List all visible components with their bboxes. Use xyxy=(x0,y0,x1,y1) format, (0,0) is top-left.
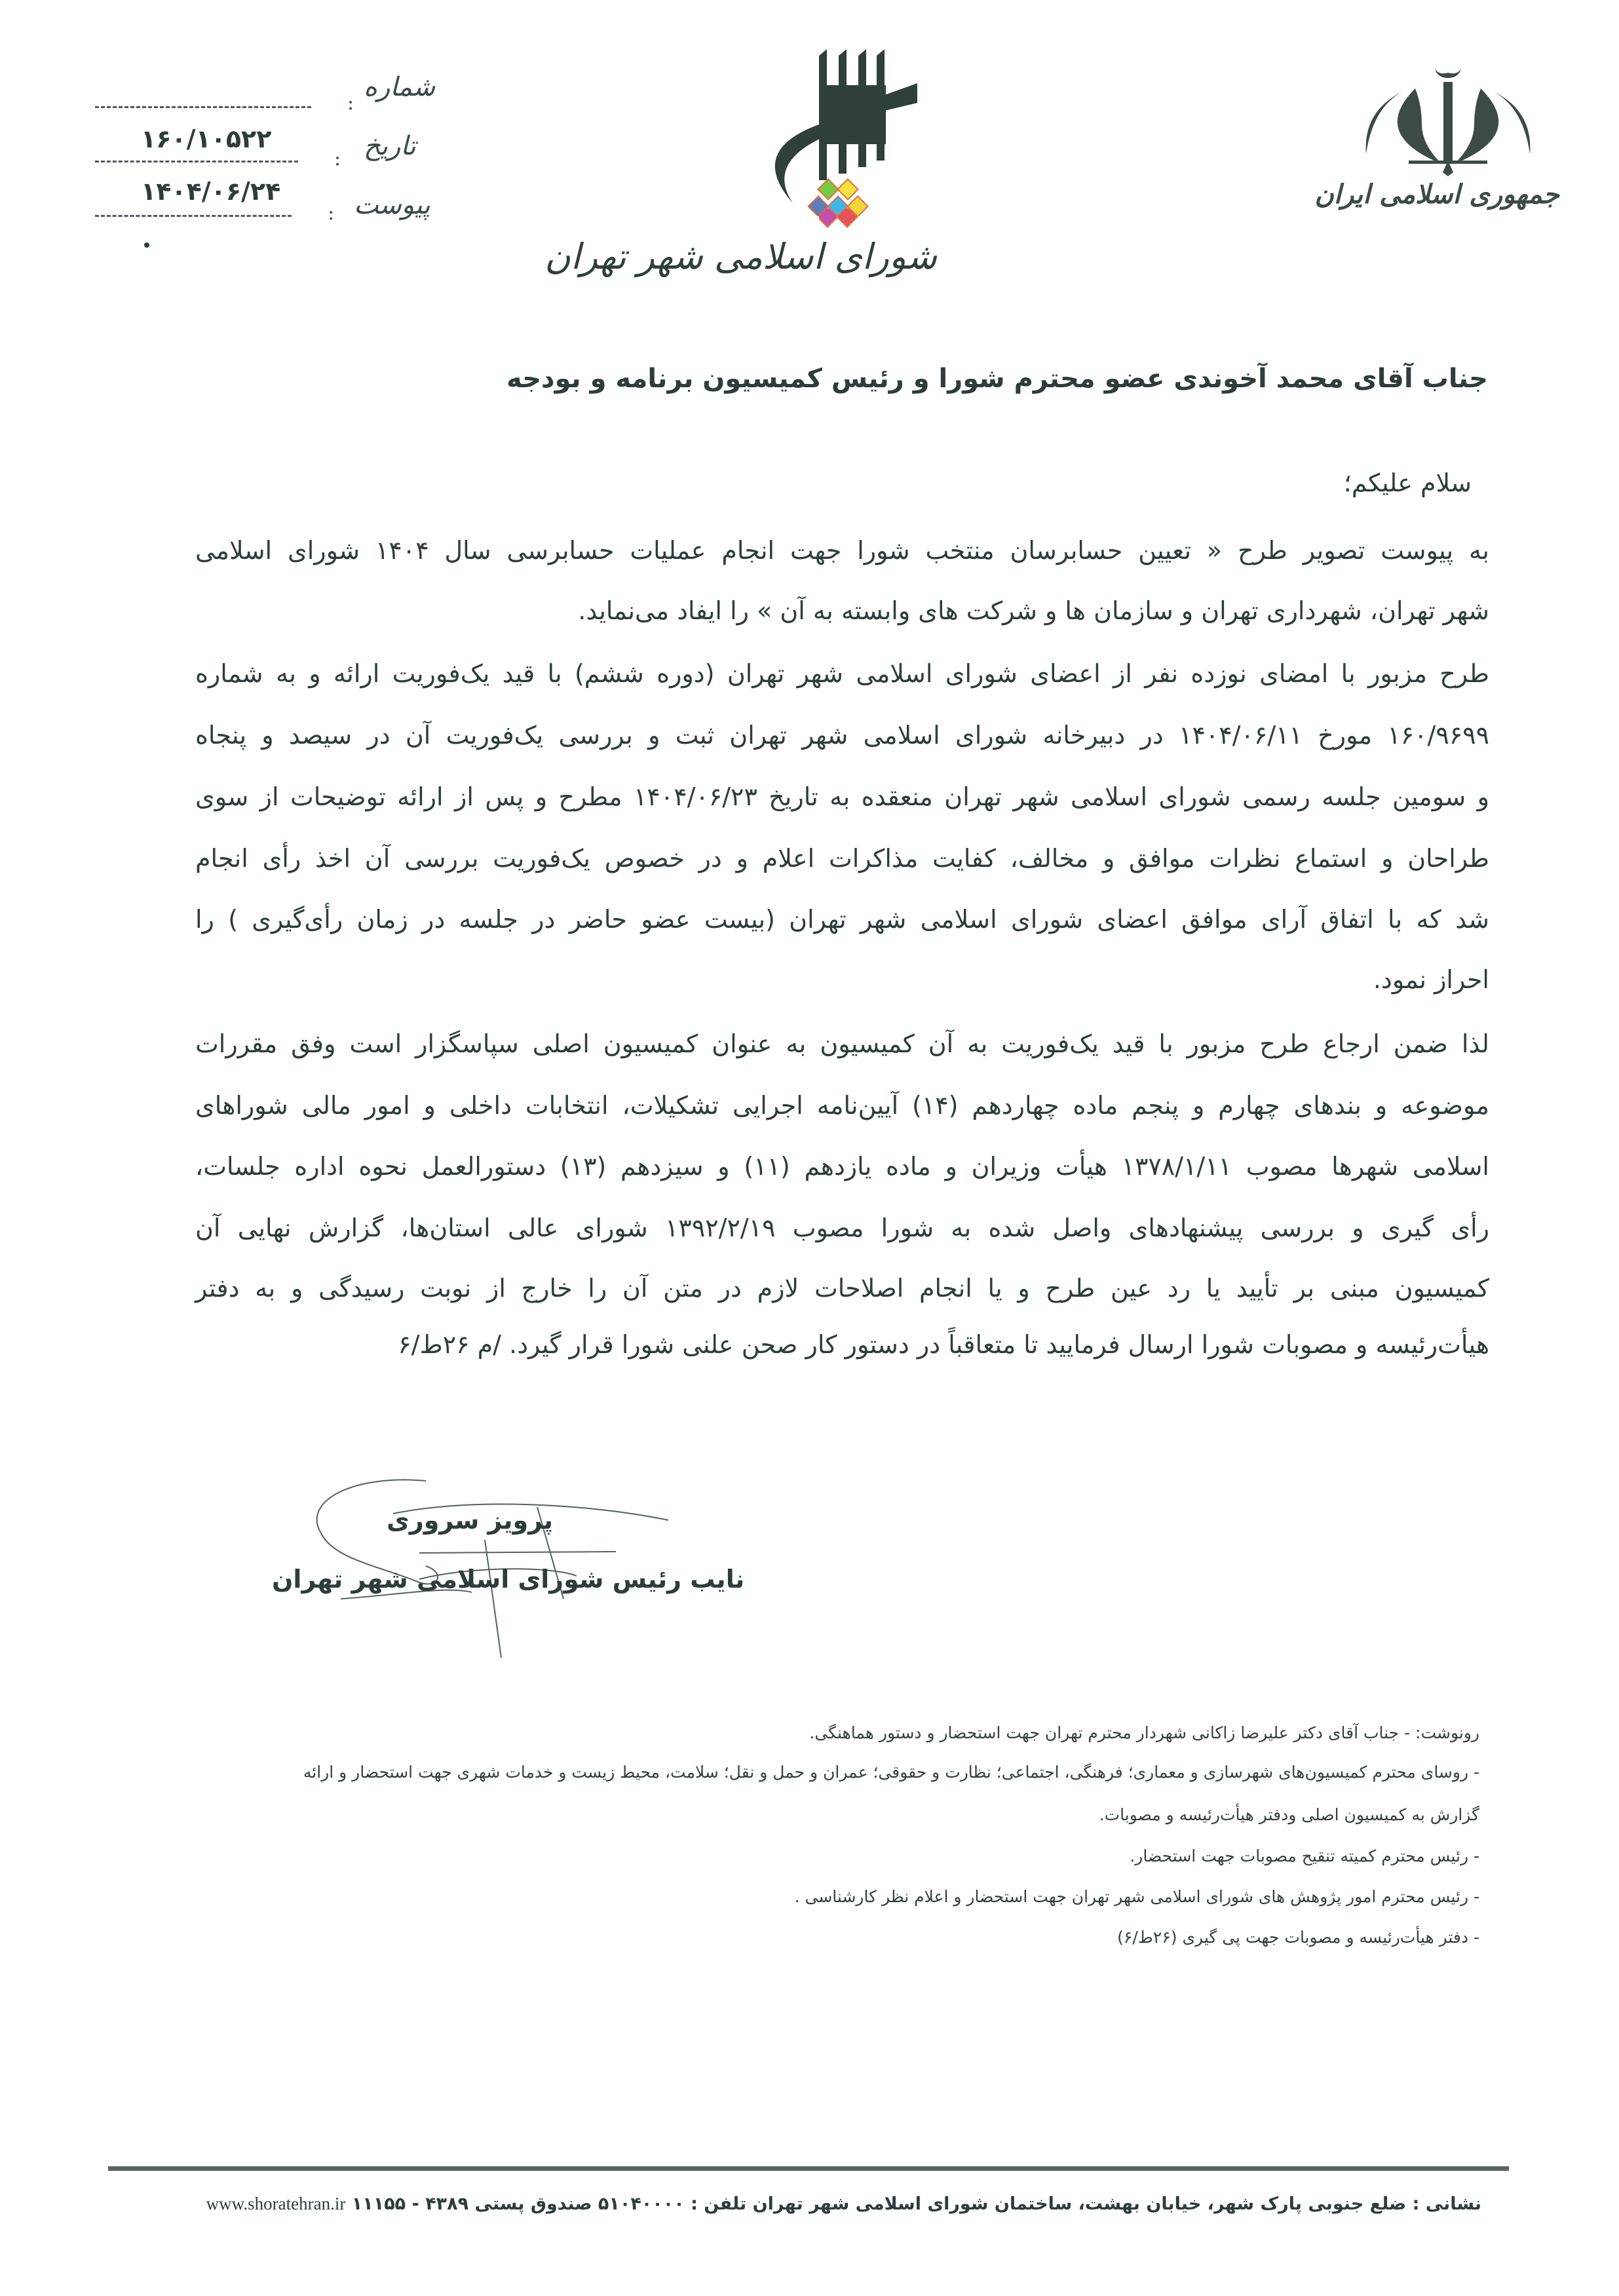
number-label: شماره xyxy=(364,72,436,102)
council-logo-caption: شورای اسلامی شهر تهران xyxy=(544,236,937,277)
body-line: رأی گیری و بررسی پیشنهادهای واصل شده به شورا مصوب ۱۳۹۲/۲/۱۹ شورای عالی استان‌ها، گزارش نهایی آن xyxy=(195,1214,1489,1242)
footer xyxy=(206,2194,1481,2214)
cc-item: گزارش به کمیسیون اصلی ودفتر هیأت‌رئیسه و مصوبات. xyxy=(1099,1805,1479,1824)
body-line: کمیسیون مبنی بر تأیید یا رد عین طرح و یا انجام اصلاحات لازم در متن آن را خارج از نوبت رسیدگی و به دفتر xyxy=(195,1274,1489,1303)
cc-item: رونوشت: - جناب آقای دکتر علیرضا زاکانی شهردار محترم تهران جهت استحضار و دستور هماهنگی. xyxy=(809,1723,1479,1742)
body-line: طراحان و استماع نظرات موافق و مخالف، کفایت مذاکرات اعلام و در خصوص یک‌فوریت بررسی آن اخذ رأی انجام xyxy=(195,844,1489,873)
date-label: تاریخ xyxy=(364,131,416,161)
emblem-icon xyxy=(1337,62,1559,180)
attachment-dashed-line xyxy=(95,215,292,217)
date-dashed-line xyxy=(95,161,298,163)
body-line: هیأت‌رئیسه و مصوبات شورا ارسال فرمایید تا متعاقباً در دستور کار صحن علنی شورا قرار گیرد. /م ۲۶ط/۶ xyxy=(398,1330,1489,1359)
body-line: و سومین جلسه رسمی شورای اسلامی شهر تهران منعقده به تاریخ ۱۴۰۴/۰۶/۲۳ مطرح و پس از ارائه توضیحات از سوی xyxy=(195,782,1489,811)
body-line: اسلامی شهرها مصوب ۱۳۷۸/۱/۱۱ هیأت وزیران و ماده یازدهم (۱۱) و سیزدهم (۱۳) دستورالعمل نحوه اداره جلسات، xyxy=(195,1152,1489,1181)
footer-divider xyxy=(108,2166,1509,2171)
emblem-caption: جمهوری اسلامی ایران xyxy=(1314,179,1559,210)
body-line: طرح مزبور با امضای نوزده نفر از اعضای شورای اسلامی شهر تهران (دوره ششم) با قید یک‌فوریت ارائه و به شماره xyxy=(195,659,1489,688)
number-value: ۱۶۰/۱۰۵۲۲ xyxy=(141,124,272,153)
number-colon: : xyxy=(347,92,354,115)
body-line: شهر تهران، شهرداری تهران و سازمان ها و شرکت های وابسته به آن » را ایفاد می‌نماید. xyxy=(578,596,1489,625)
attachment-dot xyxy=(144,242,149,248)
letter-meta xyxy=(66,59,436,269)
greeting: سلام علیکم؛ xyxy=(1343,469,1472,497)
city-council-logo xyxy=(544,39,937,295)
number-dashed-line xyxy=(95,106,311,108)
body-line: به پیوست تصویر طرح « تعیین حسابرسان منتخب شورا جهت انجام عملیات حسابرسی سال ۱۴۰۴ شورای اسلامی xyxy=(195,536,1489,565)
body-line: ۱۶۰/۹۶۹۹ مورخ ۱۴۰۴/۰۶/۱۱ در دبیرخانه شورای اسلامی شهر تهران ثبت و بررسی یک‌فوریت آن در سیصد و پنجاه xyxy=(195,721,1489,750)
date-colon: : xyxy=(334,147,341,170)
footer-website-link[interactable]: www.shoratehran.ir xyxy=(206,2194,346,2213)
council-emblem-icon xyxy=(662,39,937,216)
date-value: ۱۴۰۴/۰۶/۲۴ xyxy=(141,177,281,206)
cc-item: - روسای محترم کمیسیون‌های شهرسازی و معماری؛ فرهنگی، اجتماعی؛ نظارت و حقوقی؛ عمران و حمل و نقل؛ سلامت، محیط زیست و خدمات شهری جهت استحضار و ارائه xyxy=(303,1763,1479,1782)
signatory-name: پرویز سروری xyxy=(387,1506,553,1535)
signatory-title: نایب رئیس شورای اسلامی شهر تهران xyxy=(272,1565,745,1594)
cc-item: - رئیس محترم کمیته تنقیح مصوبات جهت استحضار. xyxy=(1130,1846,1479,1866)
body-line: احراز نمود. xyxy=(1373,965,1489,994)
footer-address: نشانی : ضلع جنوبی پارک شهر، خیابان بهشت، ساختمان شورای اسلامی شهر تهران تلفن : ۵۱۰۴۰۰۰۰ صندوق پستی ۴۳۸۹ - ۱۱۱۵۵ xyxy=(351,2194,1481,2214)
cc-item: - دفتر هیأت‌رئیسه و مصوبات جهت پی گیری (۲۶ط/۶) xyxy=(1117,1928,1479,1947)
iran-emblem-logo xyxy=(1314,62,1559,226)
body-line: موضوعه و بندهای چهارم و پنجم ماده چهاردهم (۱۴) آیین‌نامه اجرایی تشکیلات، انتخابات داخلی و امور مالی شوراهای xyxy=(195,1091,1489,1120)
cc-item: - رئیس محترم امور پژوهش های شورای اسلامی شهر تهران جهت استحضار و اعلام نظر کارشناسی . xyxy=(794,1887,1479,1906)
body-line: لذا ضمن ارجاع طرح مزبور با قید یک‌فوریت به آن کمیسیون به عنوان کمیسیون اصلی سپاسگزار است وفق مقررات xyxy=(195,1029,1489,1058)
addressee: جناب آقای محمد آخوندی عضو محترم شورا و رئیس کمیسیون برنامه و بودجه xyxy=(506,364,1488,394)
body-line: شد که با اتفاق آرای موافق اعضای شورای اسلامی شهر تهران (بیست عضو حاضر در جلسه در زمان رأی‌گیری ) را xyxy=(195,905,1489,934)
attachment-colon: : xyxy=(328,202,335,225)
attachment-label: پیوست xyxy=(354,190,430,220)
